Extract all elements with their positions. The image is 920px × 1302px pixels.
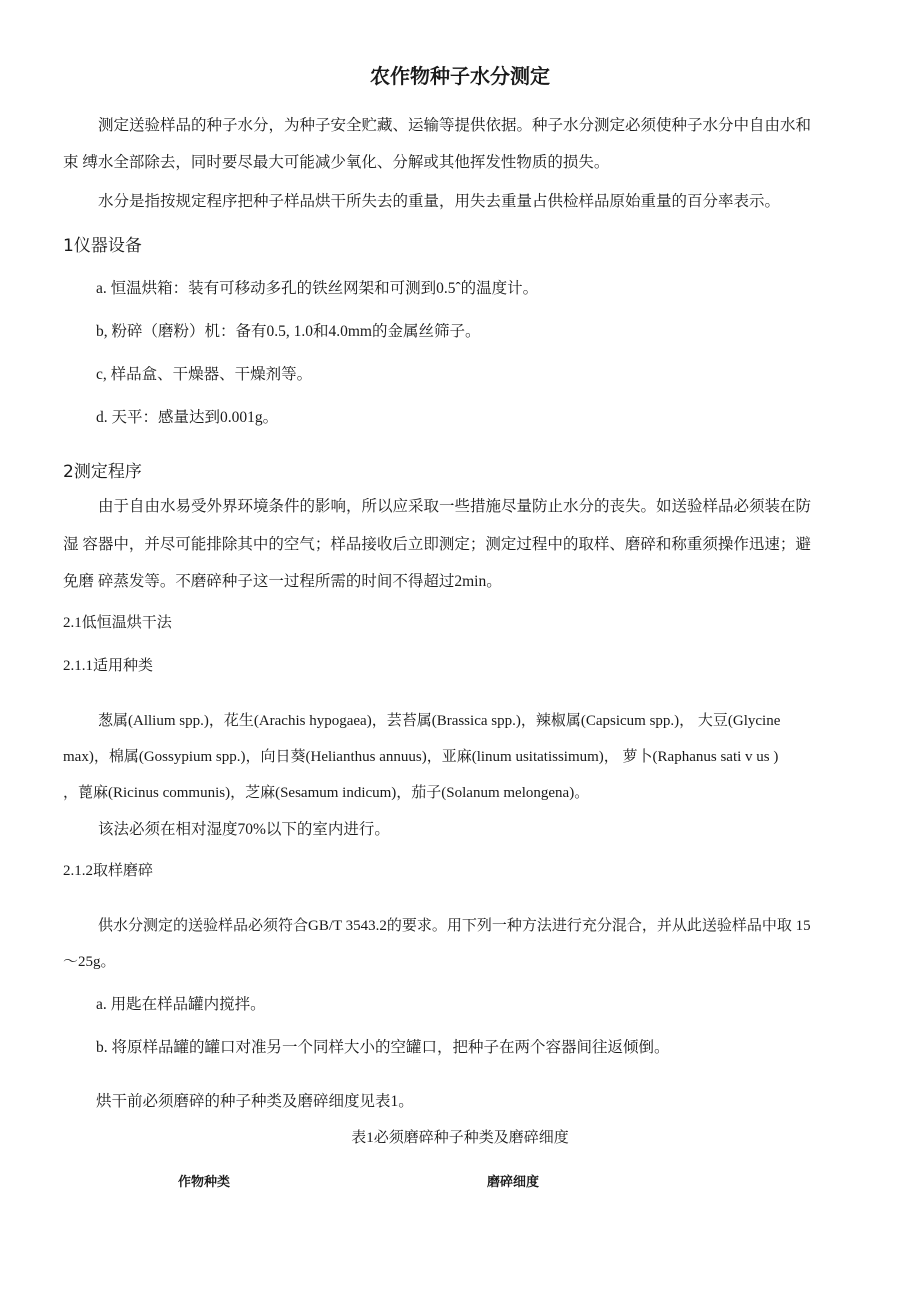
equipment-item-d: d. 天平：感量达到0.001g。 <box>96 409 279 426</box>
page-title: 农作物种子水分测定 <box>370 64 550 88</box>
procedure-paragraph-line-2: 湿 容器中，并尽可能排除其中的空气；样品接收后立即测定；测定过程中的取样、磨碎和称重须操作迅速；避 <box>63 536 811 553</box>
procedure-paragraph-line-3: 免磨 碎蒸发等。不磨碎种子这一过程所需的时间不得超过2min。 <box>63 573 502 590</box>
humidity-note: 该法必须在相对湿度70%以下的室内进行。 <box>98 821 390 838</box>
species-line-1: 葱属(Allium spp.)，花生(Arachis hypogaea)，芸苔属(Brassica spp.)，辣椒属(Capsicum spp.)， 大豆(Glycine <box>98 713 781 729</box>
species-line-3: ，蓖麻(Ricinus communis)，芝麻(Sesamum indicum)，茄子(Solanum melongena)。 <box>63 785 590 801</box>
section-heading-procedure: 2测定程序 <box>63 462 142 482</box>
table-header-grind-fineness: 磨碎细度 <box>487 1175 540 1190</box>
intro-paragraph-line-1: 测定送验样品的种子水分，为种子安全贮藏、运输等提供依据。种子水分测定必须使种子水分中自由水和 <box>98 117 812 134</box>
mix-method-a: a. 用匙在样品罐内搅拌。 <box>96 996 266 1013</box>
sample-paragraph-line-2: ～25g。 <box>63 954 116 970</box>
subsection-2-1-2: 2.1.2取样磨碎 <box>63 863 154 879</box>
procedure-paragraph-line-1: 由于自由水易受外界环境条件的影响，所以应采取一些措施尽量防止水分的丧失。如送验样品必须装在防 <box>98 498 812 515</box>
subsection-2-1-1: 2.1.1适用种类 <box>63 658 154 674</box>
equipment-item-b: b, 粉碎（磨粉）机：备有0.5, 1.0和4.0mm的金属丝筛子。 <box>96 323 481 340</box>
section-heading-equipment: 1仪器设备 <box>63 236 142 256</box>
mix-method-b: b. 将原样品罐的罐口对准另一个同样大小的空罐口，把种子在两个容器间往返倾倒。 <box>96 1039 670 1056</box>
sample-paragraph-line-1: 供水分测定的送验样品必须符合GB/T 3543.2的要求。用下列一种方法进行充分混合，并从此送验样品中取 15 <box>98 918 811 934</box>
table-header-crop-type: 作物种类 <box>178 1175 231 1190</box>
intro-paragraph-line-2: 束 缚水全部除去，同时要尽最大可能减少氧化、分解或其他挥发性物质的损失。 <box>63 154 610 171</box>
species-line-2: max)，棉属(Gossypium spp.)，向日葵(Helianthus annuus)，亚麻(linum usitatissimum)， 萝卜(Raphanus sati v us ) <box>63 749 779 765</box>
table-caption: 表1必须磨碎种子种类及磨碎细度 <box>351 1130 569 1146</box>
subsection-2-1: 2.1低恒温烘干法 <box>63 615 172 631</box>
intro-paragraph-2: 水分是指按规定程序把种子样品烘干所失去的重量，用失去重量占供检样品原始重量的百分率表示。 <box>98 193 781 210</box>
grind-note: 烘干前必须磨碎的种子种类及磨碎细度见表1。 <box>96 1093 414 1110</box>
equipment-item-a: a. 恒温烘箱：装有可移动多孔的铁丝网架和可测到0.5ˆ的温度计。 <box>96 280 539 297</box>
equipment-item-c: c, 样品盒、干燥器、干燥剂等。 <box>96 366 313 383</box>
